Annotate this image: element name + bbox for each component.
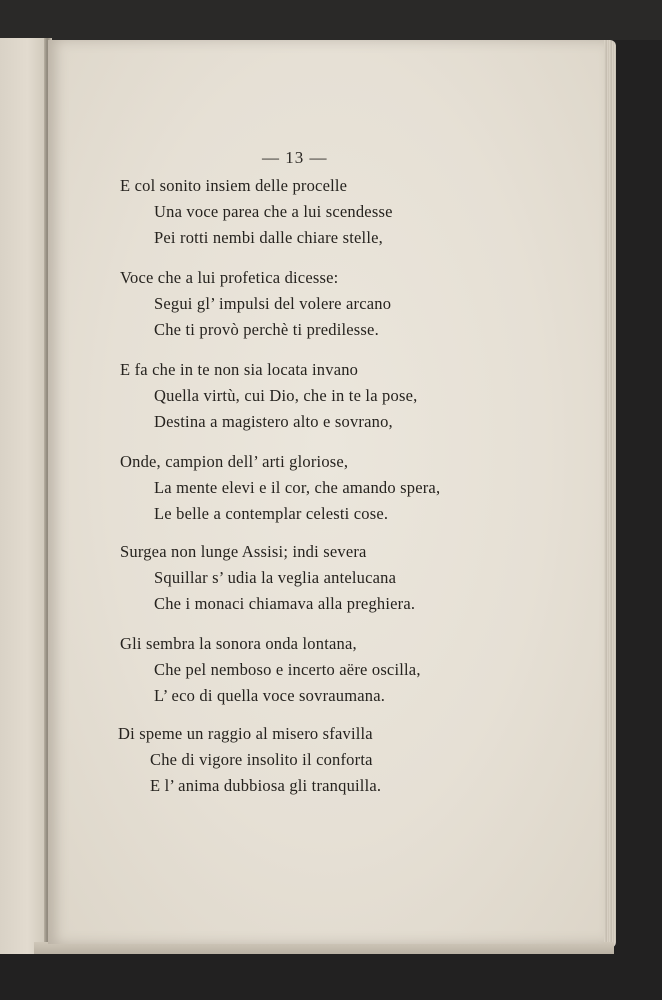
verse-line: Squillar s’ udia la veglia antelucana — [154, 568, 397, 587]
scanner-background — [0, 0, 662, 40]
verse-line: E l’ anima dubbiosa gli tranquilla. — [150, 776, 382, 795]
verse-line: Di speme un raggio al misero sfavilla — [118, 724, 373, 743]
verse-line: Quella virtù, cui Dio, che in te la pose, — [154, 386, 418, 405]
verse-line: L’ eco di quella voce sovraumana. — [154, 686, 386, 705]
verse-line: Le belle a contemplar celesti cose. — [154, 504, 389, 523]
verse-line: La mente elevi e il cor, che amando spera, — [154, 478, 441, 497]
verse-line: Segui gl’ impulsi del volere arcano — [154, 294, 392, 313]
verse-line: Una voce parea che a lui scendesse — [154, 202, 393, 221]
verse-line: Surgea non lunge Assisi; indi severa — [120, 542, 367, 561]
verse-line: Che pel nemboso e incerto aëre oscilla, — [154, 660, 421, 679]
verse-line: E fa che in te non sia locata invano — [120, 360, 359, 379]
verse-line: Che i monaci chiamava alla preghiera. — [154, 594, 416, 613]
verse-line: Che ti provò perchè ti predilesse. — [154, 320, 379, 339]
verse-line: E col sonito insiem delle procelle — [120, 176, 348, 195]
left-page-edge — [0, 38, 46, 954]
verse-line: Che di vigore insolito il conforta — [150, 750, 373, 769]
verse-line: Pei rotti nembi dalle chiare stelle, — [154, 228, 383, 247]
verse-line: Destina a magistero alto e sovrano, — [154, 412, 393, 431]
verse-line: Gli sembra la sonora onda lontana, — [120, 634, 357, 653]
page-number: — 13 — — [262, 148, 328, 167]
verse-line: Onde, campion dell’ arti gloriose, — [120, 452, 349, 471]
verse-line: Voce che a lui profetica dicesse: — [120, 268, 339, 287]
